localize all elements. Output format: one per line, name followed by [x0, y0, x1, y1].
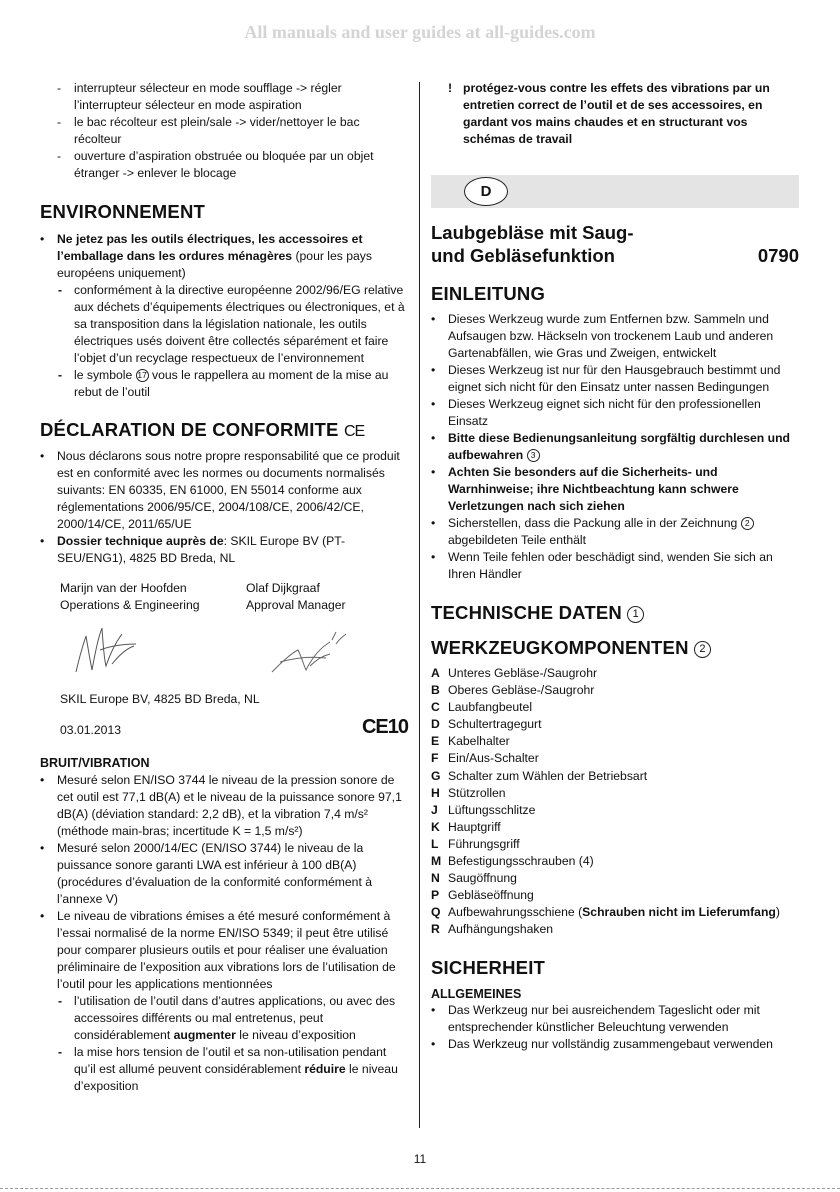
component-item: N Saugöffnung: [431, 871, 517, 886]
left-column: [40, 80, 408, 1095]
intro-bullet: • Dieses Werkzeug ist nur für den Hausgebrauch bestimmt und eignet sich nicht für den Einsatz unter nassen Bedingungen: [431, 362, 799, 396]
component-item: J Lüftungsschlitze: [431, 802, 536, 817]
signatory-role: Approval Manager: [246, 598, 346, 612]
signatory-name: Olaf Dijkgraaf: [246, 581, 320, 595]
intro-bullet: • Wenn Teile fehlen oder beschädigt sind, wenden Sie sich an Ihren Händler: [431, 549, 799, 583]
language-badge: D: [464, 177, 508, 206]
vibration-warning: ! protégez-vous contre les effets des vibrations par un entretien correct de l’outil et de ses accessoires, en gardant vos mains chaudes et en structurant vos schémas de travail: [431, 80, 799, 148]
component-item: K Hauptgriff: [431, 819, 501, 834]
noise-subitem: - l’utilisation de l’outil dans d’autres applications, ou avec des accessoires différents ou mal entretenus, peut considérablement augmenter le niveau d’exposition: [40, 993, 408, 1044]
environment-subitem: - le symbole 17 vous le rappellera au moment de la mise au rebut de l’outil: [40, 367, 408, 401]
right-column: [431, 80, 799, 1053]
troubleshoot-item: - le bac récolteur est plein/sale -> vider/nettoyer le bac récolteur: [40, 114, 408, 148]
component-item: F Ein/Aus-Schalter: [431, 751, 539, 766]
figure-number-icon: 1: [627, 606, 644, 623]
declaration-bullet: • Dossier technique auprès de: SKIL Europe BV (PT-SEU/ENG1), 4825 BD Breda, NL: [40, 533, 408, 567]
general-heading: ALLGEMEINES: [431, 986, 522, 1001]
component-item: B Oberes Gebläse-/Saugrohr: [431, 683, 595, 698]
model-number: 0790: [757, 245, 799, 266]
components-list: [431, 665, 799, 904]
intro-bullet: • Achten Sie besonders auf die Sicherheits- und Warnhinweise; ihre Nichtbeachtung kann schwere Verletzungen nach sich ziehen: [431, 464, 799, 515]
figure-number-icon: 3: [527, 449, 540, 462]
intro-bullet: • Dieses Werkzeug wurde zum Entfernen bzw. Sammeln und Aufsaugen bzw. Häckseln von trockenem Laub und anderen Gartenabfällen, wie Gras und Zweigen, entwickelt: [431, 311, 799, 362]
product-title: Laubgebläse mit Saug- und Gebläsefunktion 0790: [431, 222, 799, 266]
component-item: R Aufhängungshaken: [431, 922, 554, 937]
figure-number-icon: 2: [741, 517, 754, 530]
symbol-number-icon: 17: [137, 370, 147, 380]
components-heading: WERKZEUGKOMPONENTEN 2: [431, 637, 799, 659]
component-item: M Befestigungsschrauben (4): [431, 854, 594, 869]
ce-mark-icon: CE10: [361, 716, 408, 738]
troubleshoot-item: - interrupteur sélecteur en mode soufflage -> régler l’interrupteur sélecteur en mode aspiration: [40, 80, 408, 114]
component-item: L Führungsgriff: [431, 836, 520, 851]
signatures: [40, 614, 408, 690]
component-item: A Unteres Gebläse-/Saugrohr: [431, 666, 598, 680]
intro-heading: EINLEITUNG: [431, 283, 546, 304]
tech-data-heading: TECHNISCHE DATEN 1: [431, 602, 799, 624]
troubleshoot-item: - ouverture d’aspiration obstruée ou bloquée par un objet étranger -> enlever le blocage: [40, 148, 408, 182]
intro-bullet: • Sicherstellen, dass die Packung alle in der Zeichnung 2 abgebildeten Teile enthält: [431, 515, 799, 549]
environment-subitem: - conformément à la directive européenne 2002/96/EG relative aux déchets d’équipements électriques ou électroniques, et à sa transposition dans la législation nationale, les outils électriques usés doivent être collectés séparément et faire l’objet d’un recyclage respectueux de l’environnement: [40, 282, 408, 367]
page-edge: [0, 1188, 840, 1189]
noise-bullet: • Le niveau de vibrations émises a été mesuré conformément à l’essai normalisé de la norme EN/ISO 5349; il peut être utilisé pour comparer plusieurs outils et pour réaliser une évaluation préliminaire de l’exposition aux vibrations lors de l’utilisation de l’outil pour les applications mentionnées: [40, 908, 408, 993]
page-number: 11: [413, 1152, 427, 1166]
component-item: P Gebläseöffnung: [431, 888, 534, 903]
safety-bullet: • Das Werkzeug nur bei ausreichendem Tageslicht oder mit entsprechender künstlicher Beleuchtung verwenden: [431, 1002, 799, 1036]
component-item: D Schultertragegurt: [431, 717, 542, 732]
component-item: E Kabelhalter: [431, 734, 510, 749]
noise-heading: BRUIT/VIBRATION: [40, 756, 150, 770]
ce-mark-icon: CE: [343, 423, 365, 440]
company-address: SKIL Europe BV, 4825 BD Breda, NL: [60, 692, 260, 706]
handwritten-signature: [40, 614, 408, 690]
watermark: All manuals and user guides at all-guides.com: [244, 22, 596, 42]
noise-bullet: • Mesuré selon EN/ISO 3744 le niveau de la pression sonore de cet outil est 77,1 dB(A) et le niveau de la puissance sonore 97,1 dB(A) (déviation standard: 2,2 dB), et la vibration 7,4 m/s² (méthode main-bras; incertitude K = 1,5 m/s²): [40, 772, 408, 840]
intro-bullet: • Bitte diese Bedienungsanleitung sorgfältig durchlesen und aufbewahren 3: [431, 430, 799, 464]
component-item: H Stützrollen: [431, 785, 506, 800]
component-item: G Schalter zum Wählen der Betriebsart: [431, 768, 648, 783]
environment-heading: ENVIRONNEMENT: [40, 201, 205, 222]
figure-number-icon: 2: [694, 641, 711, 658]
language-band: [431, 175, 799, 208]
safety-bullet: • Das Werkzeug nur vollständig zusammengebaut verwenden: [431, 1036, 799, 1053]
noise-subitem: - la mise hors tension de l’outil et sa non-utilisation pendant qu’il est allumé peuvent considérablement réduire le niveau d’exposition: [40, 1044, 408, 1095]
signatories: [40, 580, 408, 614]
signatory-name: Marijn van der Hoofden: [60, 581, 187, 595]
declaration-date: 03.01.2013: [60, 723, 121, 737]
declaration-bullet: • Nous déclarons sous notre propre responsabilité que ce produit est en conformité avec les normes ou documents normalisés suivants: EN 60335, EN 61000, EN 55014 conforme aux réglementations 2006/95/CE, 2004/108/CE, 2006/42/CE, 2000/14/CE, 2011/65/UE: [40, 448, 408, 533]
component-item: C Laubfangbeutel: [431, 700, 533, 715]
component-item: Q Aufbewahrungsschiene (Schrauben nicht im Lieferumfang): [431, 905, 780, 920]
safety-heading: SICHERHEIT: [431, 956, 546, 978]
declaration-heading: DÉCLARATION DE CONFORMITE CE: [40, 419, 365, 440]
noise-bullet: • Mesuré selon 2000/14/EC (EN/ISO 3744) le niveau de la puissance sonore garanti LWA est inférieur à 100 dB(A) (procédures d’évaluation de la conformité conformément à l’annexe V): [40, 840, 408, 908]
date-row: [40, 716, 408, 742]
signatory-role: Operations & Engineering: [60, 598, 200, 612]
intro-bullet: • Dieses Werkzeug eignet sich nicht für den professionellen Einsatz: [431, 396, 799, 430]
environment-bullet: • Ne jetez pas les outils électriques, les accessoires et l’emballage dans les ordures ménagères (pour les pays européens uniquement): [40, 231, 408, 282]
